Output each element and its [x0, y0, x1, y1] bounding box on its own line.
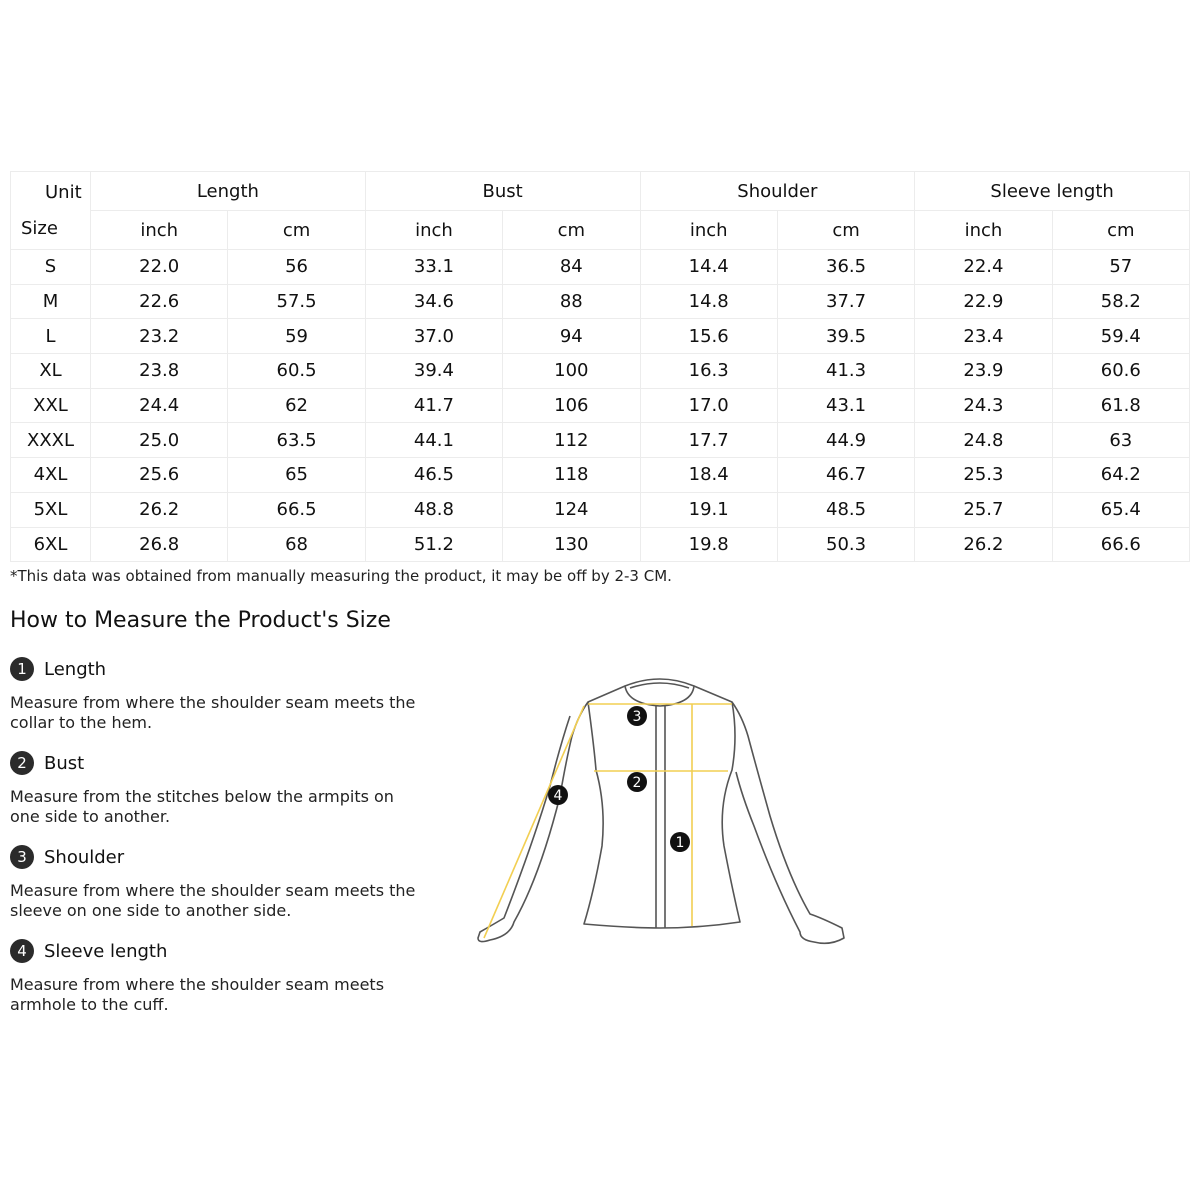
step-name: Bust [44, 752, 85, 774]
value-cell: 16.3 [640, 354, 777, 389]
value-cell: 25.0 [91, 423, 228, 458]
value-cell: 23.9 [915, 354, 1052, 389]
value-cell: 14.4 [640, 250, 777, 285]
value-cell: 43.1 [777, 388, 914, 423]
step-sleeve-length [10, 937, 420, 1015]
table-row [11, 319, 1190, 354]
table-row [11, 388, 1190, 423]
value-cell: 22.9 [915, 284, 1052, 319]
value-cell: 19.8 [640, 527, 777, 562]
group-header-row [11, 172, 1190, 211]
value-cell: 60.5 [228, 354, 365, 389]
measurement-lines [484, 704, 732, 938]
size-cell: S [11, 250, 91, 285]
value-cell: 26.8 [91, 527, 228, 562]
value-cell: 44.9 [777, 423, 914, 458]
value-cell: 130 [503, 527, 640, 562]
value-cell: 88 [503, 284, 640, 319]
value-cell: 60.6 [1052, 354, 1189, 389]
marker-1-label: 1 [675, 835, 685, 851]
number-markers [548, 706, 690, 852]
value-cell: 65 [228, 458, 365, 493]
value-cell: 23.4 [915, 319, 1052, 354]
jacket-measurement-diagram [470, 676, 855, 956]
value-cell: 33.1 [365, 250, 502, 285]
group-header-sleeve-length: Sleeve length [915, 172, 1190, 211]
howto-title: How to Measure the Product's Size [10, 608, 391, 633]
value-cell: 57 [1052, 250, 1189, 285]
table-row [11, 284, 1190, 319]
marker-2-label: 2 [632, 775, 642, 791]
group-header-bust: Bust [365, 172, 640, 211]
size-cell: L [11, 319, 91, 354]
step-name: Length [44, 658, 107, 680]
step-name: Sleeve length [44, 940, 168, 962]
jacket-outline [478, 679, 844, 943]
step-description: Measure from where the shoulder seam meets the collar to the hem. [10, 693, 416, 732]
unit-header: inch [915, 211, 1052, 250]
placket-outline [656, 706, 665, 928]
value-cell: 41.7 [365, 388, 502, 423]
value-cell: 124 [503, 492, 640, 527]
corner-unit-label: Unit [45, 182, 82, 203]
value-cell: 44.1 [365, 423, 502, 458]
value-cell: 63.5 [228, 423, 365, 458]
step-description: Measure from where the shoulder seam meets the sleeve on one side to another side. [10, 881, 416, 920]
value-cell: 17.0 [640, 388, 777, 423]
table-row [11, 492, 1190, 527]
corner-cell [11, 172, 91, 250]
step-description: Measure from where the shoulder seam meets armhole to the cuff. [10, 975, 385, 1014]
value-cell: 25.6 [91, 458, 228, 493]
value-cell: 15.6 [640, 319, 777, 354]
size-cell: 5XL [11, 492, 91, 527]
unit-header-row [11, 211, 1190, 250]
value-cell: 25.7 [915, 492, 1052, 527]
value-cell: 18.4 [640, 458, 777, 493]
step-shoulder [10, 843, 420, 921]
size-chart-table [10, 171, 1190, 562]
marker-4-label: 4 [553, 788, 563, 804]
size-cell: 4XL [11, 458, 91, 493]
body-outline [584, 702, 740, 928]
value-cell: 57.5 [228, 284, 365, 319]
value-cell: 59 [228, 319, 365, 354]
value-cell: 100 [503, 354, 640, 389]
step-bust [10, 749, 420, 827]
value-cell: 24.4 [91, 388, 228, 423]
table-row [11, 250, 1190, 285]
value-cell: 34.6 [365, 284, 502, 319]
unit-header: inch [91, 211, 228, 250]
size-cell: 6XL [11, 527, 91, 562]
value-cell: 58.2 [1052, 284, 1189, 319]
value-cell: 17.7 [640, 423, 777, 458]
size-cell: XXL [11, 388, 91, 423]
value-cell: 23.2 [91, 319, 228, 354]
unit-header: inch [365, 211, 502, 250]
value-cell: 94 [503, 319, 640, 354]
value-cell: 26.2 [91, 492, 228, 527]
group-header-length: Length [91, 172, 366, 211]
size-cell: XL [11, 354, 91, 389]
value-cell: 61.8 [1052, 388, 1189, 423]
value-cell: 106 [503, 388, 640, 423]
value-cell: 24.3 [915, 388, 1052, 423]
unit-header: cm [503, 211, 640, 250]
value-cell: 59.4 [1052, 319, 1189, 354]
unit-header: inch [640, 211, 777, 250]
value-cell: 24.8 [915, 423, 1052, 458]
value-cell: 41.3 [777, 354, 914, 389]
value-cell: 118 [503, 458, 640, 493]
measurement-note: *This data was obtained from manually measuring the product, it may be off by 2-3 CM. [10, 567, 672, 585]
unit-header: cm [228, 211, 365, 250]
value-cell: 22.0 [91, 250, 228, 285]
step-number-badge: 4 [10, 939, 34, 963]
value-cell: 36.5 [777, 250, 914, 285]
value-cell: 68 [228, 527, 365, 562]
value-cell: 56 [228, 250, 365, 285]
value-cell: 26.2 [915, 527, 1052, 562]
step-number-badge: 2 [10, 751, 34, 775]
value-cell: 46.5 [365, 458, 502, 493]
value-cell: 66.6 [1052, 527, 1189, 562]
size-cell: M [11, 284, 91, 319]
value-cell: 19.1 [640, 492, 777, 527]
value-cell: 22.6 [91, 284, 228, 319]
corner-size-label: Size [21, 218, 58, 239]
right-sleeve-outline [694, 686, 844, 943]
sleeve-measure-line [484, 706, 584, 938]
value-cell: 46.7 [777, 458, 914, 493]
value-cell: 39.5 [777, 319, 914, 354]
value-cell: 65.4 [1052, 492, 1189, 527]
step-number-badge: 3 [10, 845, 34, 869]
value-cell: 84 [503, 250, 640, 285]
table-row [11, 527, 1190, 562]
value-cell: 50.3 [777, 527, 914, 562]
group-header-shoulder: Shoulder [640, 172, 915, 211]
value-cell: 63 [1052, 423, 1189, 458]
value-cell: 48.8 [365, 492, 502, 527]
value-cell: 37.0 [365, 319, 502, 354]
value-cell: 62 [228, 388, 365, 423]
unit-header: cm [777, 211, 914, 250]
value-cell: 66.5 [228, 492, 365, 527]
unit-header: cm [1052, 211, 1189, 250]
table-row [11, 423, 1190, 458]
collar-inner-outline [630, 683, 689, 688]
step-number-badge: 1 [10, 657, 34, 681]
value-cell: 51.2 [365, 527, 502, 562]
size-cell: XXXL [11, 423, 91, 458]
value-cell: 39.4 [365, 354, 502, 389]
value-cell: 25.3 [915, 458, 1052, 493]
value-cell: 22.4 [915, 250, 1052, 285]
step-description: Measure from the stitches below the armpits on one side to another. [10, 787, 394, 826]
step-name: Shoulder [44, 846, 125, 868]
value-cell: 112 [503, 423, 640, 458]
marker-3-label: 3 [632, 709, 642, 725]
value-cell: 23.8 [91, 354, 228, 389]
step-length [10, 655, 420, 733]
value-cell: 37.7 [777, 284, 914, 319]
value-cell: 64.2 [1052, 458, 1189, 493]
value-cell: 14.8 [640, 284, 777, 319]
value-cell: 48.5 [777, 492, 914, 527]
table-row [11, 458, 1190, 493]
table-row [11, 354, 1190, 389]
